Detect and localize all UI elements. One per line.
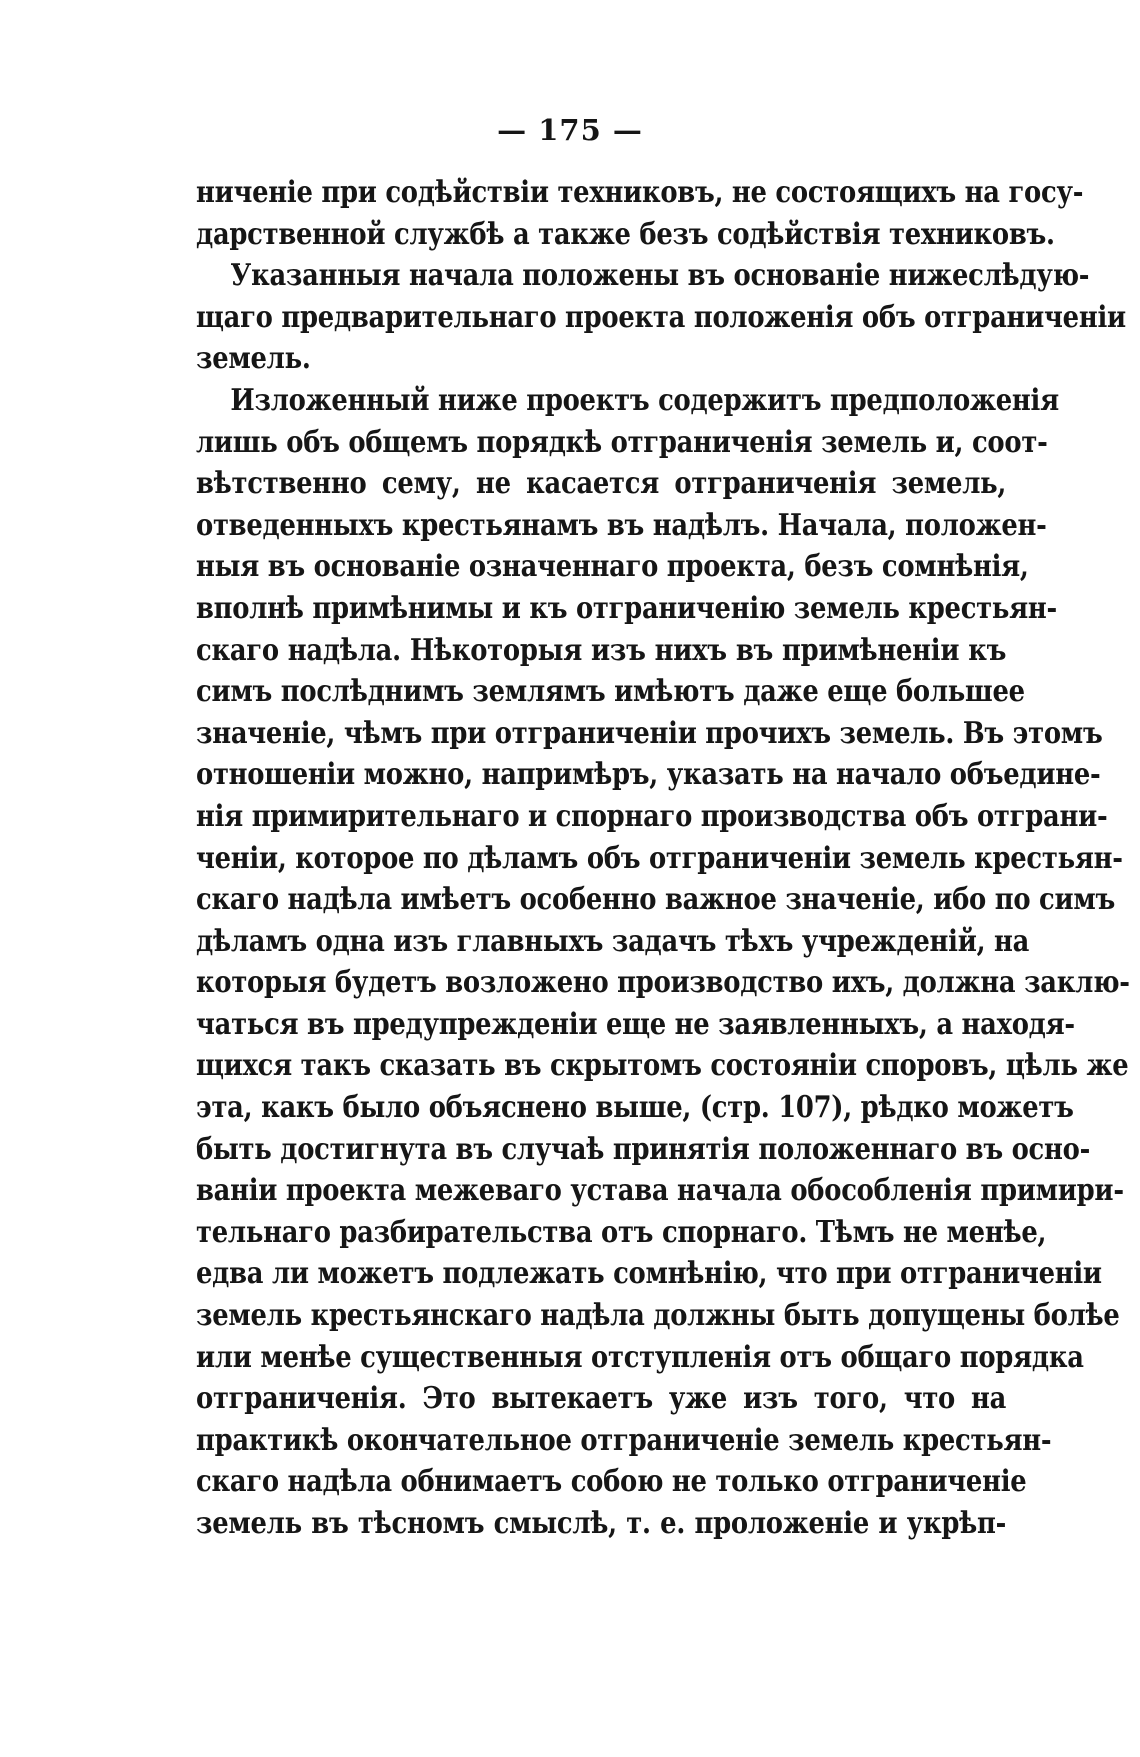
text-line: скаго надѣла. Нѣкоторыя изъ нихъ въ примѣненіи къ: [196, 632, 1007, 668]
text-line: Указанныя начала положены въ основаніе нижеслѣдую-: [230, 258, 1090, 294]
text-line: дарственной службѣ а также безъ содѣйствія техниковъ.: [196, 216, 1055, 252]
text-line: земель.: [196, 341, 311, 377]
text-line: нія примирительнаго и спорнаго производства объ отграни-: [196, 798, 1108, 834]
text-line: ваніи проекта межеваго устава начала обособленія примири-: [196, 1173, 1124, 1209]
text-line: отношеніи можно, напримѣръ, указать на начало объедине-: [196, 757, 1101, 793]
text-line: лишь объ общемъ порядкѣ отграниченія земель и, соот-: [196, 424, 1048, 460]
text-line: щихся такъ сказать въ скрытомъ состояніи споровъ, цѣль же: [196, 1048, 1129, 1084]
body-text: [196, 172, 1130, 1545]
text-line: Изложенный ниже проектъ содержитъ предположенія: [230, 382, 1059, 418]
text-line: или менѣе существенныя отступленія отъ общаго порядка: [196, 1339, 1084, 1375]
text-line: вполнѣ примѣнимы и къ отграниченію земель крестьян-: [196, 590, 1058, 626]
text-line: скаго надѣла обнимаетъ собою не только отграниченіе: [196, 1464, 1027, 1500]
text-line: вѣтственно сему, не касается отграниченія земель,: [196, 466, 1007, 502]
text-line: практикѣ окончательное отграниченіе земель крестьян-: [196, 1422, 1052, 1458]
text-line: едва ли можетъ подлежать сомнѣнію, что при отграниченіи: [196, 1256, 1102, 1292]
text-line: ченіи, которое по дѣламъ объ отграниченіи земель крестьян-: [196, 840, 1123, 876]
text-line: ныя въ основаніе означеннаго проекта, безъ сомнѣнія,: [196, 549, 1029, 585]
text-line: эта, какъ было объяснено выше, (стр. 107), рѣдко можетъ: [196, 1090, 1074, 1126]
text-line: отграниченія. Это вытекаетъ уже изъ того, что на: [196, 1381, 1007, 1417]
text-line: отведенныхъ крестьянамъ въ надѣлъ. Начала, положен-: [196, 507, 1047, 543]
page-number: — 175 —: [497, 113, 643, 147]
text-line: значеніе, чѣмъ при отграниченіи прочихъ земель. Въ этомъ: [196, 715, 1103, 751]
text-line: тельнаго разбирательства отъ спорнаго. Тѣмъ не менѣе,: [196, 1214, 1047, 1250]
text-line: чаться въ предупрежденіи еще не заявленныхъ, а находя-: [196, 1006, 1075, 1042]
text-line: ниченіе при содѣйствіи техниковъ, не состоящихъ на госу-: [196, 175, 1084, 210]
text-line: земель въ тѣсномъ смыслѣ, т. е. проложеніе и укрѣп-: [196, 1506, 1007, 1541]
text-line: скаго надѣла имѣетъ особенно важное значеніе, ибо по симъ: [196, 882, 1116, 918]
text-line: дѣламъ одна изъ главныхъ задачъ тѣхъ учрежденій, на: [196, 923, 1030, 959]
text-line: которыя будетъ возложено производство ихъ, должна заклю-: [196, 965, 1130, 1001]
text-line: щаго предварительнаго проекта положенія объ отграниченіи: [196, 299, 1126, 335]
text-line: быть достигнута въ случаѣ принятія положеннаго въ осно-: [196, 1131, 1091, 1167]
text-line: земель крестьянскаго надѣла должны быть допущены болѣе: [196, 1298, 1120, 1334]
text-line: симъ послѣднимъ землямъ имѣютъ даже еще большее: [196, 674, 1025, 710]
